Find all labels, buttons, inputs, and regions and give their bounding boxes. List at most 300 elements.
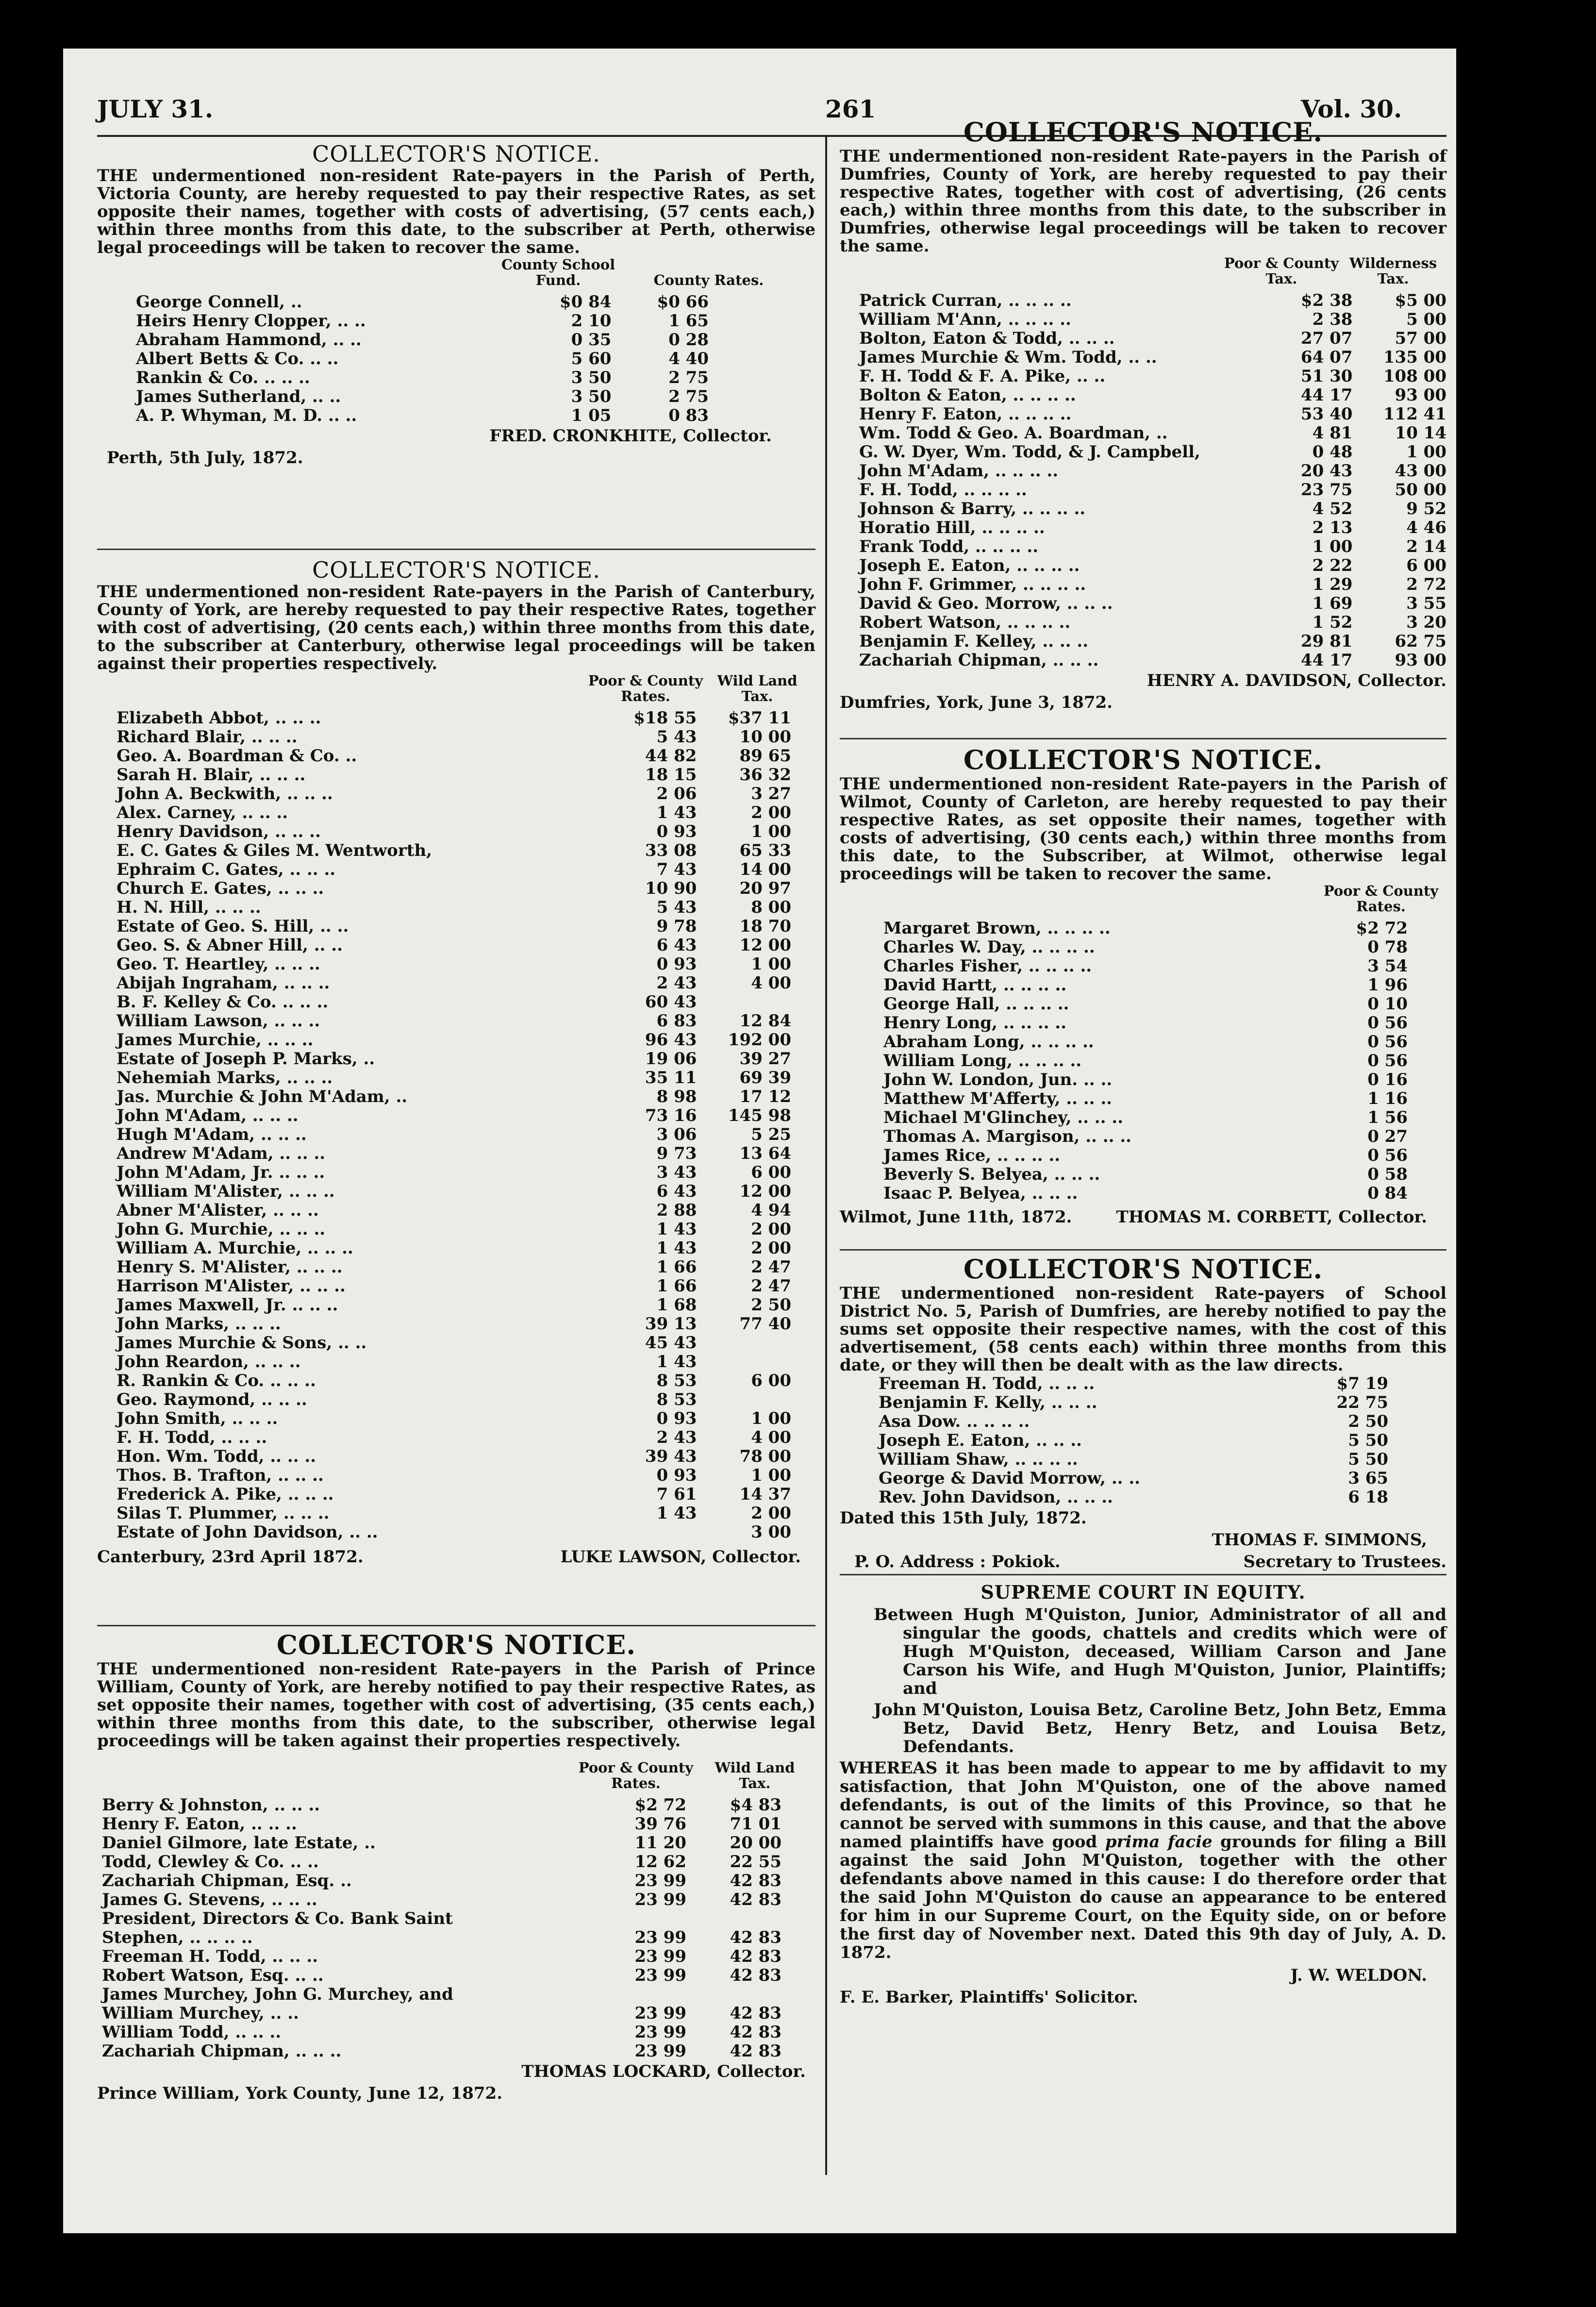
notice-date: Prince William, York County, June 12, 1872. xyxy=(97,2084,503,2103)
trustee-signature: THOMAS F. SIMMONS, xyxy=(1212,1530,1427,1550)
payer-name: James Murchie, .. .. .. xyxy=(116,1030,314,1050)
table-row xyxy=(116,1466,791,1485)
column-headers xyxy=(97,257,815,293)
collector-signature: HENRY A. DAVIDSON, Collector. xyxy=(1147,671,1446,690)
payer-name: Estate of John Davidson, .. .. xyxy=(116,1522,378,1542)
payer-name: John M'Adam, .. .. .. .. xyxy=(859,461,1059,481)
column-headers xyxy=(840,883,1446,919)
amount-cell: 0 16 xyxy=(1367,1070,1408,1089)
amount-cell: 23 99 xyxy=(634,1966,686,1985)
amount-cell: 12 62 xyxy=(634,1852,686,1872)
payer-name: William M'Ann, .. .. .. .. xyxy=(859,310,1071,329)
amount-cell: 1 43 xyxy=(656,1352,697,1371)
table-row xyxy=(116,917,791,936)
payer-name: Frederick A. Pike, .. .. .. xyxy=(116,1485,334,1504)
amount-cell xyxy=(578,1985,686,2004)
amount-cell: 0 35 xyxy=(571,330,612,350)
amount-cell: 96 43 xyxy=(645,1030,697,1050)
amount-cell: 3 00 xyxy=(751,1522,791,1542)
payer-name: John A. Beckwith, .. .. .. xyxy=(116,784,333,803)
amount-cell: 0 27 xyxy=(1367,1127,1408,1146)
amount-cell: 73 16 xyxy=(645,1106,697,1125)
amount-cell: 6 43 xyxy=(656,936,697,955)
amount-cell: 7 43 xyxy=(656,860,697,879)
payer-name: William Long, .. .. .. .. xyxy=(883,1051,1082,1070)
table-row xyxy=(883,995,1408,1014)
amount-cell: 1 43 xyxy=(656,1504,697,1523)
amount-cell: $5 00 xyxy=(1395,291,1446,310)
payer-name: Nehemiah Marks, .. .. .. xyxy=(116,1068,333,1087)
amount-cell: 5 43 xyxy=(656,898,697,917)
amount-cell: 8 00 xyxy=(751,898,791,917)
amount-cell: 0 93 xyxy=(656,822,697,841)
payer-name: A. P. Whyman, M. D. .. .. xyxy=(136,406,357,425)
amount-cell: 135 00 xyxy=(1383,348,1446,367)
amount-cell: 71 01 xyxy=(730,1814,781,1834)
payer-name: John F. Grimmer, .. .. .. .. xyxy=(859,575,1086,594)
amount-cell: 2 13 xyxy=(1312,518,1353,537)
table-row xyxy=(859,367,1446,386)
amount-cell: 39 13 xyxy=(645,1314,697,1334)
notice-title: COLLECTOR'S NOTICE. xyxy=(963,1254,1323,1285)
table-row xyxy=(879,1469,1388,1488)
payer-name: Benjamin F. Kelley, .. .. .. xyxy=(859,632,1089,651)
amount-cell: 1 00 xyxy=(1312,537,1353,556)
notice-body: THE undermentioned non-resident Rate-payers in the Parish of Wilmot, County of Carleton, are hereby requested to pay their respective Rates, as set opposite their names, together with costs of advertising, (30 cents each,) within three months from this date, to the Subscriber, at Wilmot, otherwise legal proceedings will be taken to recover the same. xyxy=(840,774,1446,884)
amount-cell: 2 43 xyxy=(656,973,697,993)
payer-name: Charles Fisher, .. .. .. .. xyxy=(883,956,1092,976)
amount-cell: 23 99 xyxy=(634,1890,686,1909)
header-poor-county: Poor & County Rates. xyxy=(588,672,703,704)
amount-cell: 0 83 xyxy=(668,406,709,425)
amount-cell: $4 83 xyxy=(730,1795,781,1815)
defendants-paragraph: John M'Quiston, Louisa Betz, Caroline Betz, John Betz, Emma Betz, David Betz, Henry Betz, and Louisa Betz, Defendants. xyxy=(874,1700,1446,1756)
order-text-start: WHEREAS it has been made to appear to me by affidavit to my satisfaction, that John M'Quiston, one of the above named defendants, is out of the limits of this Province, so that he cannot be served with summons in this cause, and that the above named plaintiffs have good xyxy=(840,1758,1446,1852)
notice-title: COLLECTOR'S NOTICE. xyxy=(276,1629,636,1660)
payer-name: James Murchey, John G. Murchey, and xyxy=(102,1985,453,2004)
table-row xyxy=(136,312,709,331)
table-row xyxy=(859,500,1446,518)
amount-cell: 36 32 xyxy=(739,765,791,785)
amount-cell: 145 98 xyxy=(728,1106,791,1125)
notice-title: COLLECTOR'S NOTICE. xyxy=(312,557,600,583)
payer-name: Robert Watson, Esq. .. .. xyxy=(102,1966,324,1985)
payer-name: Frank Todd, .. .. .. .. xyxy=(859,537,1039,556)
payer-name: John Reardon, .. .. .. xyxy=(116,1352,301,1371)
amount-cell: $0 66 xyxy=(657,292,709,312)
amount-cell: 60 43 xyxy=(645,992,697,1012)
payer-name: Michael M'Glinchey, .. .. .. xyxy=(883,1108,1123,1127)
payer-name: Horatio Hill, .. .. .. .. xyxy=(859,518,1045,537)
table-row xyxy=(859,651,1446,670)
amount-cell: 0 56 xyxy=(1367,1051,1408,1070)
payer-name: William Shaw, .. .. .. .. xyxy=(879,1450,1078,1469)
amount-cell: 0 56 xyxy=(1367,1013,1408,1033)
gazette-page xyxy=(63,49,1456,2233)
table-row xyxy=(136,350,709,368)
payer-name: R. Rankin & Co. .. .. .. xyxy=(116,1371,316,1390)
header-poor-county: Poor & County Rates. xyxy=(1323,883,1439,915)
amount-cell: 10 90 xyxy=(645,879,697,898)
header-poor-county: Poor & County Rates. xyxy=(578,1759,694,1791)
amount-cell: 42 83 xyxy=(730,1871,781,1890)
amount-cell: 1 43 xyxy=(656,803,697,822)
amount-cell: 0 93 xyxy=(656,954,697,974)
amount-cell: 5 25 xyxy=(751,1125,791,1144)
amount-cell: 23 99 xyxy=(634,1871,686,1890)
payer-name: Zachariah Chipman, .. .. .. xyxy=(859,651,1099,670)
amount-cell: 65 33 xyxy=(739,841,791,860)
amount-cell: 51 30 xyxy=(1300,367,1353,386)
table-row xyxy=(859,632,1446,651)
amount-cell: 2 75 xyxy=(668,368,709,387)
table-row xyxy=(116,1523,791,1542)
school-table xyxy=(879,1374,1388,1507)
issue-date: JULY 31. xyxy=(97,95,214,123)
amount-cell: 1 96 xyxy=(1367,975,1408,995)
amount-cell: 42 83 xyxy=(730,1928,781,1947)
table-row xyxy=(102,2023,781,2042)
payer-name: James Maxwell, Jr. .. .. .. xyxy=(116,1295,338,1315)
amount-cell: 2 72 xyxy=(1406,575,1446,594)
amount-cell: 8 53 xyxy=(656,1371,697,1390)
order-paragraph xyxy=(840,1759,1446,1962)
amount-cell: 77 40 xyxy=(739,1314,791,1334)
amount-cell: 22 75 xyxy=(1336,1393,1388,1412)
table-row xyxy=(879,1488,1388,1507)
amount-cell: 20 00 xyxy=(730,1833,781,1853)
payer-name: Joseph E. Eaton, .. .. .. .. xyxy=(859,556,1080,575)
amount-cell: 5 50 xyxy=(1348,1450,1388,1469)
perth-table xyxy=(136,293,709,425)
amount-cell: 5 60 xyxy=(571,349,612,368)
payer-name: Rev. John Davidson, .. .. .. xyxy=(879,1488,1113,1507)
amount-cell: 1 43 xyxy=(656,1238,697,1258)
payer-name: James Sutherland, .. .. xyxy=(136,387,341,406)
amount-cell: 44 17 xyxy=(1300,385,1353,405)
amount-cell: 192 00 xyxy=(728,1030,791,1050)
amount-cell: 2 50 xyxy=(751,1295,791,1315)
amount-cell: 6 18 xyxy=(1348,1488,1388,1507)
payer-name: H. N. Hill, .. .. .. xyxy=(116,898,261,917)
table-row xyxy=(879,1412,1388,1431)
amount-cell: $2 38 xyxy=(1300,291,1353,310)
amount-cell: 43 00 xyxy=(1395,461,1446,481)
table-row xyxy=(859,518,1446,537)
table-row xyxy=(116,1409,791,1428)
amount-cell: 4 00 xyxy=(751,1428,791,1447)
volume-number: Vol. 30. xyxy=(1301,95,1402,123)
notice-title: SUPREME COURT IN EQUITY. xyxy=(981,1581,1306,1603)
table-row xyxy=(116,1390,791,1409)
payer-name: F. H. Todd, .. .. .. xyxy=(116,1428,267,1447)
header-wild-land: Wild Land Tax. xyxy=(717,672,798,704)
amount-cell: 2 06 xyxy=(656,784,697,803)
table-row xyxy=(116,1220,791,1239)
amount-cell: 19 06 xyxy=(645,1049,697,1069)
amount-cell: 2 14 xyxy=(1406,537,1446,556)
payer-name: Rankin & Co. .. .. .. xyxy=(136,368,310,387)
table-row xyxy=(859,443,1446,462)
right-column xyxy=(840,117,1446,2008)
header-county-rates: County Rates. xyxy=(653,272,764,288)
notice-body: THE undermentioned non-resident Rate-payers in the Parish of Dumfries, County of York, are hereby requested to pay their respective Rates, together with cost of advertising, (26 cents each,) within three months from this date, to the subscriber in Dumfries, otherwise legal proceedings will be taken to recover the same. xyxy=(840,147,1446,256)
amount-cell: $2 72 xyxy=(634,1795,686,1815)
amount-cell: 3 50 xyxy=(571,368,612,387)
amount-cell: 4 94 xyxy=(751,1201,791,1220)
table-row xyxy=(859,329,1446,348)
amount-cell: 39 27 xyxy=(739,1049,791,1069)
payer-name: Heirs Henry Clopper, .. .. xyxy=(136,311,366,331)
court-notice xyxy=(840,1579,1446,2008)
amount-cell: 23 99 xyxy=(634,1947,686,1966)
amount-cell: 3 50 xyxy=(571,387,612,406)
table-row xyxy=(116,747,791,766)
amount-cell: 18 15 xyxy=(645,765,697,785)
left-column xyxy=(97,141,815,2105)
table-row xyxy=(883,1014,1408,1033)
amount-cell: 20 97 xyxy=(739,879,791,898)
amount-cell: 3 54 xyxy=(1367,956,1408,976)
table-row xyxy=(102,1909,781,1928)
amount-cell: 4 00 xyxy=(751,973,791,993)
amount-cell: $7 19 xyxy=(1336,1374,1388,1393)
amount-cell: 6 83 xyxy=(656,1011,697,1031)
table-row xyxy=(116,1125,791,1144)
payer-name: Geo. T. Heartley, .. .. .. xyxy=(116,954,320,974)
amount-cell: 2 00 xyxy=(751,1238,791,1258)
amount-cell: 3 43 xyxy=(656,1163,697,1182)
notice-date: Wilmot, June 11th, 1872. xyxy=(840,1207,1072,1227)
table-row xyxy=(883,1070,1408,1089)
table-row xyxy=(116,1428,791,1447)
table-row xyxy=(116,1031,791,1050)
payer-name: Geo. A. Boardman & Co. .. xyxy=(116,746,357,766)
amount-cell: 3 06 xyxy=(656,1125,697,1144)
payer-name: Estate of Geo. S. Hill, .. .. xyxy=(116,917,349,936)
amount-cell: 5 43 xyxy=(656,727,697,747)
table-row xyxy=(859,481,1446,500)
wilmot-notice xyxy=(840,744,1446,1249)
table-row xyxy=(116,1087,791,1106)
table-row xyxy=(116,1277,791,1296)
payer-name: Albert Betts & Co. .. .. xyxy=(136,349,339,368)
payer-name: John M'Adam, .. .. .. xyxy=(116,1106,299,1125)
page-number: 261 xyxy=(825,95,876,123)
table-row xyxy=(859,424,1446,443)
payer-name: Ephraim C. Gates, .. .. .. xyxy=(116,860,336,879)
payer-name: Bolton & Eaton, .. .. .. .. xyxy=(859,385,1076,405)
payer-name: George & David Morrow, .. .. xyxy=(879,1469,1141,1488)
payer-name: Elizabeth Abbot, .. .. .. xyxy=(116,708,321,728)
amount-cell: 13 64 xyxy=(739,1144,791,1163)
table-row xyxy=(116,785,791,803)
order-text-end: grounds for filing a Bill against the said John M'Quiston, together with the other defendants above named in this cause: I do therefore order that the said John M'Quiston do cause an appearance to be entered for him in our Supreme Court, on the Equity side, on or before the first day of November next. Dated this 9th day of July, A. D. 1872. xyxy=(840,1832,1447,1962)
table-row xyxy=(879,1450,1388,1469)
payer-name: Church E. Gates, .. .. .. xyxy=(116,879,324,898)
amount-cell: 3 27 xyxy=(751,784,791,803)
amount-cell xyxy=(697,993,791,1012)
payer-name: Abijah Ingraham, .. .. .. xyxy=(116,973,330,993)
payer-name: E. C. Gates & Giles M. Wentworth, xyxy=(116,841,432,860)
amount-cell: 1 69 xyxy=(1312,594,1353,613)
payer-name: James Murchie & Sons, .. .. xyxy=(116,1333,367,1353)
amount-cell: 0 93 xyxy=(656,1466,697,1485)
payer-name: Abner M'Alister, .. .. .. xyxy=(116,1201,319,1220)
amount-cell: 12 00 xyxy=(739,1182,791,1201)
amount-cell xyxy=(686,1909,781,1928)
payer-name: James Rice, .. .. .. .. xyxy=(883,1146,1061,1165)
amount-cell: 10 14 xyxy=(1395,423,1446,443)
amount-cell: 12 84 xyxy=(739,1011,791,1031)
table-row xyxy=(102,1985,781,2004)
payer-name: Freeman H. Todd, .. .. .. xyxy=(879,1374,1095,1393)
payer-name: William Murchey, .. .. xyxy=(102,2004,299,2023)
amount-cell: 6 00 xyxy=(751,1163,791,1182)
amount-cell: 0 10 xyxy=(1367,994,1408,1014)
dated-line: Dated this 15th July, 1872. xyxy=(840,1508,1087,1528)
payer-name: Todd, Clewley & Co. .. .. xyxy=(102,1852,319,1872)
table-row xyxy=(136,406,709,425)
table-row xyxy=(883,919,1408,938)
payer-name: G. W. Dyer, Wm. Todd, & J. Campbell, xyxy=(859,442,1200,462)
amount-cell: 9 78 xyxy=(656,917,697,936)
payer-name: Asa Dow. .. .. .. .. xyxy=(879,1412,1030,1431)
table-row xyxy=(116,709,791,728)
payer-name: Daniel Gilmore, late Estate, .. xyxy=(102,1833,376,1853)
collector-signature: THOMAS LOCKARD, Collector. xyxy=(521,2062,806,2081)
amount-cell: 5 50 xyxy=(1348,1431,1388,1450)
amount-cell: 108 00 xyxy=(1383,367,1446,386)
table-row xyxy=(883,976,1408,995)
table-row xyxy=(859,386,1446,405)
payer-name: Henry Davidson, .. .. .. xyxy=(116,822,321,841)
amount-cell: 14 00 xyxy=(739,860,791,879)
payer-name: James G. Stevens, .. .. .. xyxy=(102,1890,317,1909)
amount-cell: 23 99 xyxy=(634,2041,686,2061)
amount-cell: 14 37 xyxy=(739,1485,791,1504)
table-row xyxy=(136,293,709,312)
payer-name: George Hall, .. .. .. .. xyxy=(883,994,1069,1014)
payer-name: F. H. Todd, .. .. .. .. xyxy=(859,480,1027,500)
amount-cell: 6 00 xyxy=(1406,556,1446,575)
payer-name: William Lawson, .. .. .. xyxy=(116,1011,320,1031)
amount-cell xyxy=(686,1985,781,2004)
canterbury-table xyxy=(116,709,791,1542)
plaintiffs-paragraph: Between Hugh M'Quiston, Junior, Administrator of all and singular the goods, chattels and credits which were of Hugh M'Quiston, deceased, William Carson and Jane Carson his Wife, and Hugh M'Quiston, Junior, Plaintiffs; and xyxy=(874,1605,1446,1698)
amount-cell: 20 43 xyxy=(1300,461,1353,481)
table-row xyxy=(136,331,709,350)
table-row xyxy=(116,1504,791,1523)
amount-cell: 78 00 xyxy=(739,1447,791,1466)
amount-cell: 1 66 xyxy=(656,1276,697,1296)
amount-cell: 1 05 xyxy=(571,406,612,425)
amount-cell: 9 73 xyxy=(656,1144,697,1163)
payer-name: Robert Watson, .. .. .. .. xyxy=(859,613,1071,632)
amount-cell: 2 22 xyxy=(1312,556,1353,575)
header-wilderness: Wilderness Tax. xyxy=(1349,255,1437,287)
payer-name: John G. Murchie, .. .. .. xyxy=(116,1220,326,1239)
payer-name: Henry Long, .. .. .. .. xyxy=(883,1013,1066,1033)
notice-date: Dumfries, York, June 3, 1872. xyxy=(840,693,1113,712)
table-row xyxy=(116,1371,791,1390)
amount-cell: 23 99 xyxy=(634,2004,686,2023)
notice-body: THE undermentioned non-resident Rate-payers of School District No. 5, Parish of Dumfries, are hereby notified to pay the sums set opposite their respective names, with the cost of this advertisement, (58 cents each) within three months from this date, or they will then be dealt with as the law directs. xyxy=(840,1284,1446,1375)
amount-cell: 1 56 xyxy=(1367,1108,1408,1127)
amount-cell: 1 65 xyxy=(668,311,709,331)
table-row xyxy=(879,1393,1388,1412)
amount-cell: 39 76 xyxy=(634,1814,686,1834)
dumfries-notice xyxy=(840,117,1446,738)
table-row xyxy=(883,1108,1408,1127)
table-row xyxy=(859,291,1446,310)
amount-cell: 64 07 xyxy=(1300,348,1353,367)
table-row xyxy=(116,841,791,860)
payer-name: John M'Adam, Jr. .. .. .. xyxy=(116,1163,325,1182)
amount-cell: 2 47 xyxy=(751,1276,791,1296)
payer-name: Silas T. Plummer, .. .. .. xyxy=(116,1504,330,1523)
table-row xyxy=(116,879,791,898)
amount-cell: 4 46 xyxy=(1406,518,1446,537)
amount-cell: $2 72 xyxy=(1356,919,1408,938)
amount-cell: 0 84 xyxy=(1367,1184,1408,1203)
notice-title: COLLECTOR'S NOTICE. xyxy=(312,141,600,167)
amount-cell: 4 52 xyxy=(1312,499,1353,518)
amount-cell: 0 28 xyxy=(668,330,709,350)
table-row xyxy=(883,938,1408,957)
table-row xyxy=(116,1334,791,1353)
payer-name: David & Geo. Morrow, .. .. .. xyxy=(859,594,1113,613)
payer-name: Abraham Hammond, .. .. xyxy=(136,330,362,350)
payer-name: Zachariah Chipman, .. .. .. xyxy=(102,2041,342,2061)
amount-cell: 42 83 xyxy=(730,1947,781,1966)
table-row xyxy=(116,766,791,785)
column-headers xyxy=(97,673,815,709)
payer-name: Richard Blair, .. .. .. xyxy=(116,727,298,747)
amount-cell: $18 55 xyxy=(633,708,697,728)
amount-cell: 2 00 xyxy=(751,803,791,822)
notice-title: COLLECTOR'S NOTICE. xyxy=(963,744,1323,775)
amount-cell: 42 83 xyxy=(730,1966,781,1985)
prince-william-table xyxy=(102,1796,781,2061)
table-row xyxy=(116,1315,791,1334)
table-row xyxy=(116,1182,791,1201)
amount-cell: 2 88 xyxy=(656,1201,697,1220)
payer-name: David Hartt, .. .. .. .. xyxy=(883,975,1067,995)
amount-cell: 2 47 xyxy=(751,1257,791,1277)
table-row xyxy=(116,728,791,747)
header-school-fund: County School Fund. xyxy=(501,256,615,288)
table-row xyxy=(102,2042,781,2061)
notice-date: Canterbury, 23rd April 1872. xyxy=(97,1547,364,1567)
payer-name: Charles W. Day, .. .. .. .. xyxy=(883,937,1095,957)
amount-cell: 8 53 xyxy=(656,1390,697,1409)
payer-name: William M'Alister, .. .. .. xyxy=(116,1182,335,1201)
amount-cell: 1 16 xyxy=(1367,1089,1408,1108)
payer-name: Hugh M'Adam, .. .. .. xyxy=(116,1125,307,1144)
amount-cell: 6 43 xyxy=(656,1182,697,1201)
payer-name: B. F. Kelley & Co. .. .. .. xyxy=(116,992,329,1012)
amount-cell xyxy=(578,1909,686,1928)
amount-cell: 57 00 xyxy=(1395,329,1446,348)
amount-cell: 8 98 xyxy=(656,1087,697,1106)
header-wild-land: Wild Land Tax. xyxy=(715,1759,795,1791)
payer-name: Freeman H. Todd, .. .. .. xyxy=(102,1947,318,1966)
amount-cell: 2 43 xyxy=(656,1428,697,1447)
amount-cell: 2 00 xyxy=(751,1220,791,1239)
amount-cell: 10 00 xyxy=(739,727,791,747)
amount-cell: 6 00 xyxy=(751,1371,791,1390)
